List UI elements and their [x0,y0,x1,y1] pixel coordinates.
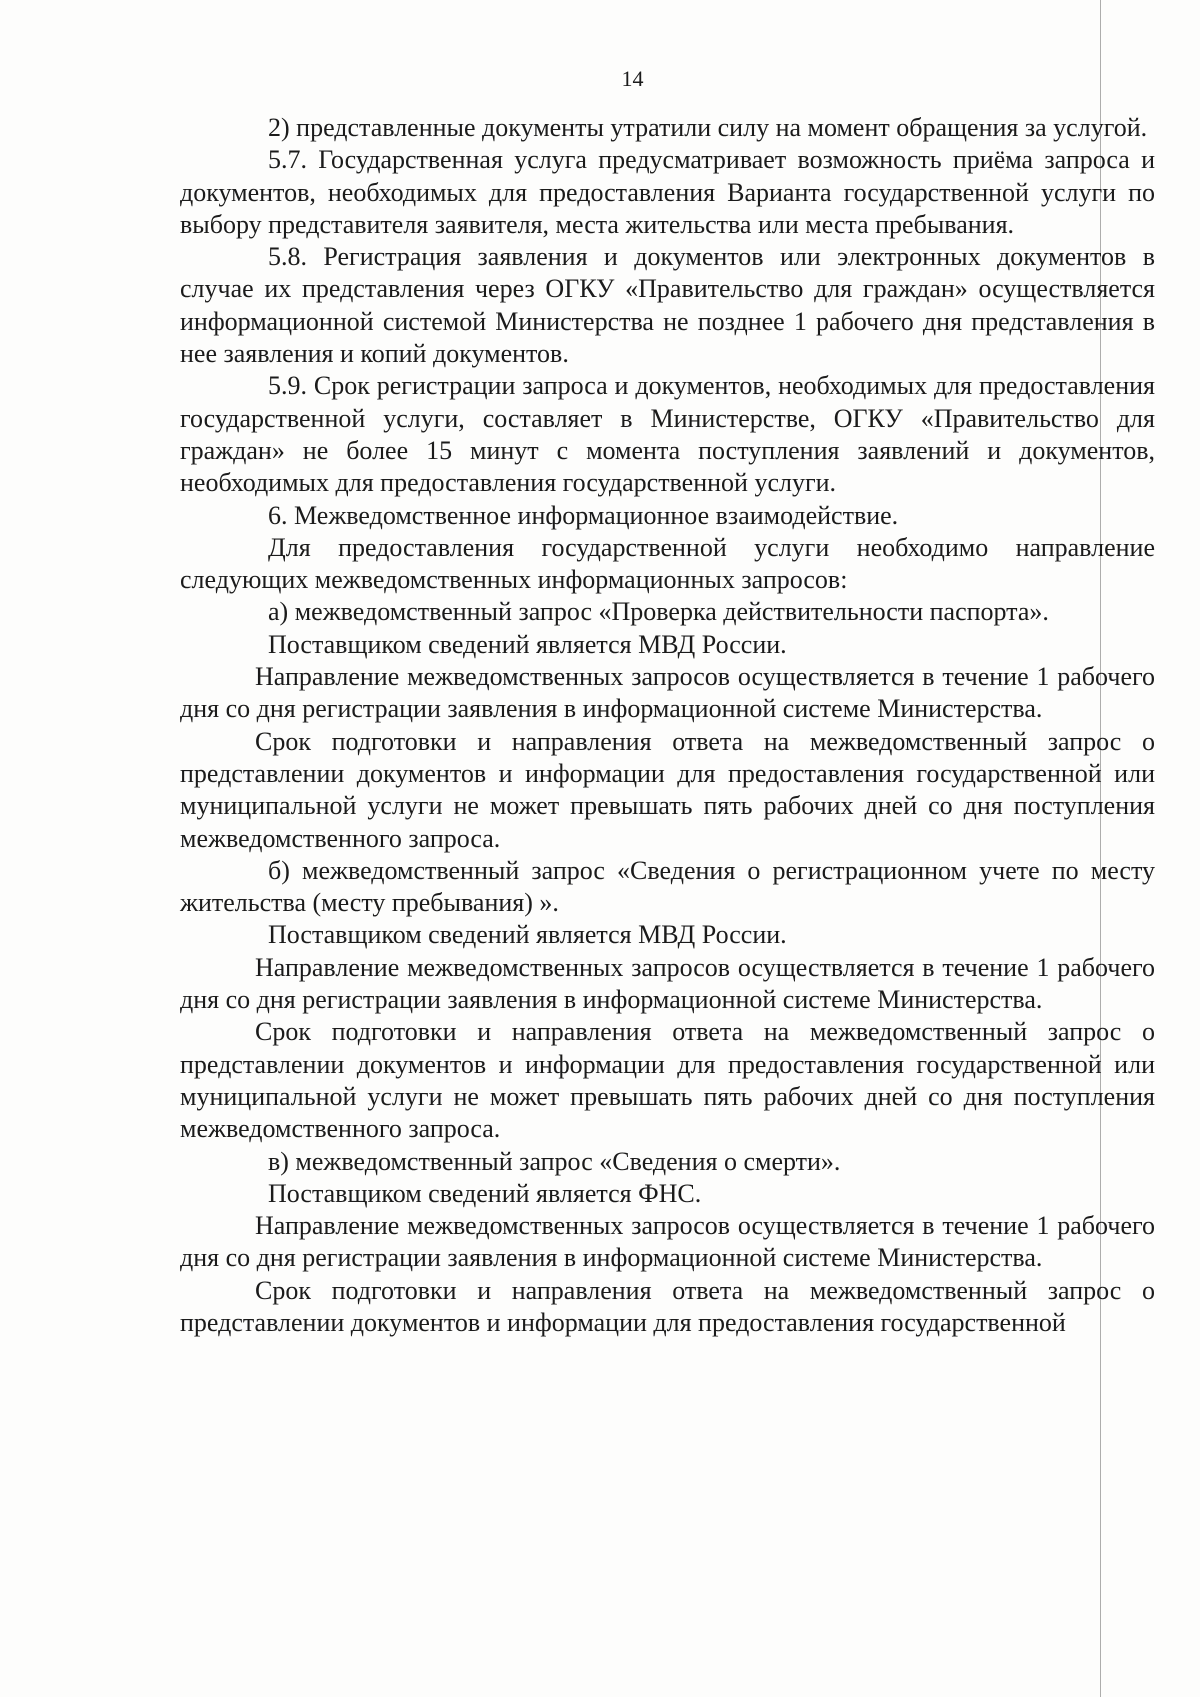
list-item: в) межведомственный запрос «Сведения о смерти». [268,1146,841,1176]
paragraph: 2) представленные документы утратили силу на момент обращения за услугой. [268,113,1148,142]
list-item: б) межведомственный запрос «Сведения о регистрационном учете по месту жительства (месту пребывания) ». [180,855,1155,918]
paragraph: Направление межведомственных запросов осуществляется в течение 1 рабочего дня со дня регистрации заявления в информационной системе Министерства. [180,1211,1155,1273]
paragraph: Направление межведомственных запросов осуществляется в течение 1 рабочего дня со дня регистрации заявления в информационной системе Министерства. [180,662,1155,724]
paragraph: Поставщиком сведений является МВД России. [268,920,787,950]
list-item: а) межведомственный запрос «Проверка действительности паспорта». [268,597,1049,627]
document-body [180,112,1155,1339]
paragraph: Поставщиком сведений является ФНС. [268,1178,702,1208]
paragraph: Направление межведомственных запросов осуществляется в течение 1 рабочего дня со дня регистрации заявления в информационной системе Министерства. [180,952,1155,1015]
paragraph: 5.7. Государственная услуга предусматривает возможность приёма запроса и документов, необходимых для предоставления Варианта государственной услуги по выбору представителя заявителя, места жительства или места пребывания. [180,145,1155,239]
paragraph: Для предоставления государственной услуги необходимо направление следующих межведомственных информационных запросов: [180,532,1155,595]
paragraph: Срок подготовки и направления ответа на межведомственный запрос о представлении документов и информации для предоставления государственной или муниципальной услуги не может превышать пять рабочих дней со дня поступления межведомственного запроса. [180,726,1155,853]
paragraph: Срок подготовки и направления ответа на межведомственный запрос о представлении документов и информации для предоставления государственной [180,1275,1155,1337]
paragraph: Срок подготовки и направления ответа на межведомственный запрос о представлении документов и информации для предоставления государственной или муниципальной услуги не может превышать пять рабочих дней со дня поступления межведомственного запроса. [180,1017,1155,1144]
paragraph: 5.8. Регистрация заявления и документов или электронных документов в случае их представления через ОГКУ «Правительство для граждан» осуществляется информационной системой Министерства не позднее 1 рабочего дня представления в нее заявления и копий документов. [180,242,1155,369]
section-heading: 6. Межведомственное информационное взаимодействие. [268,500,899,530]
paragraph: Поставщиком сведений является МВД России. [268,629,787,659]
paragraph: 5.9. Срок регистрации запроса и документов, необходимых для предоставления государственной услуги, составляет в Министерстве, ОГКУ «Правительство для граждан» не более 15 минут с момента поступления заявлений и документов, необходимых для предоставления государственной услуги. [180,371,1155,498]
page-number: 14 [621,66,644,91]
